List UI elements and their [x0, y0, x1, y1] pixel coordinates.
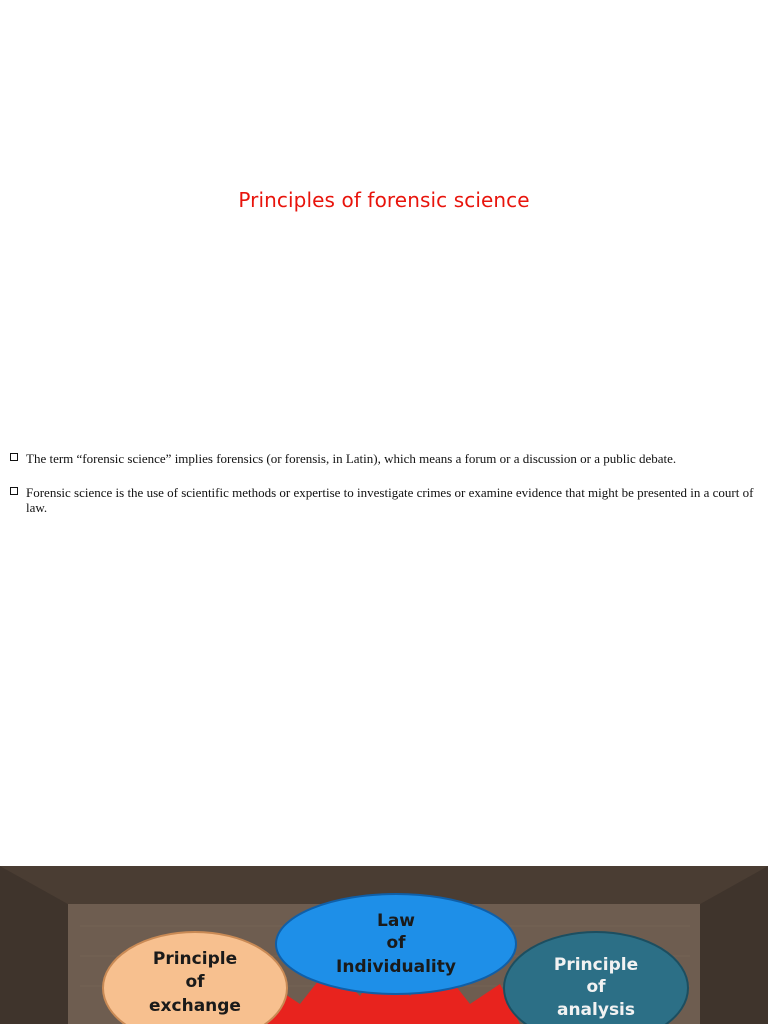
node-law-of-individuality: [276, 894, 516, 994]
checkbox-bullet-icon: [10, 453, 18, 461]
node-label: of: [586, 977, 606, 997]
diagram-svg: [0, 866, 768, 1024]
node-label: of: [185, 972, 205, 992]
principles-diagram: [0, 866, 768, 1024]
bullet-text: The term “forensic science” implies forensics (or forensis, in Latin), which means a forum or a discussion or a public debate.: [26, 451, 677, 466]
bullet-item: [8, 451, 764, 466]
bullet-item: [8, 485, 764, 515]
node-label: Principle: [553, 955, 639, 975]
bullet-list: [8, 451, 764, 534]
node-label: Principle: [152, 949, 238, 969]
node-label: exchange: [149, 996, 241, 1016]
checkbox-bullet-icon: [10, 487, 18, 495]
node-label: Law: [376, 911, 416, 931]
node-label: Individuality: [336, 957, 456, 977]
node-label: analysis: [556, 1000, 636, 1020]
page-title: Principles of forensic science: [238, 188, 530, 212]
bullet-text: Forensic science is the use of scientific methods or expertise to investigate crimes or examine evidence that might be presented in a court of law.: [26, 485, 754, 515]
node-label: of: [386, 933, 406, 953]
